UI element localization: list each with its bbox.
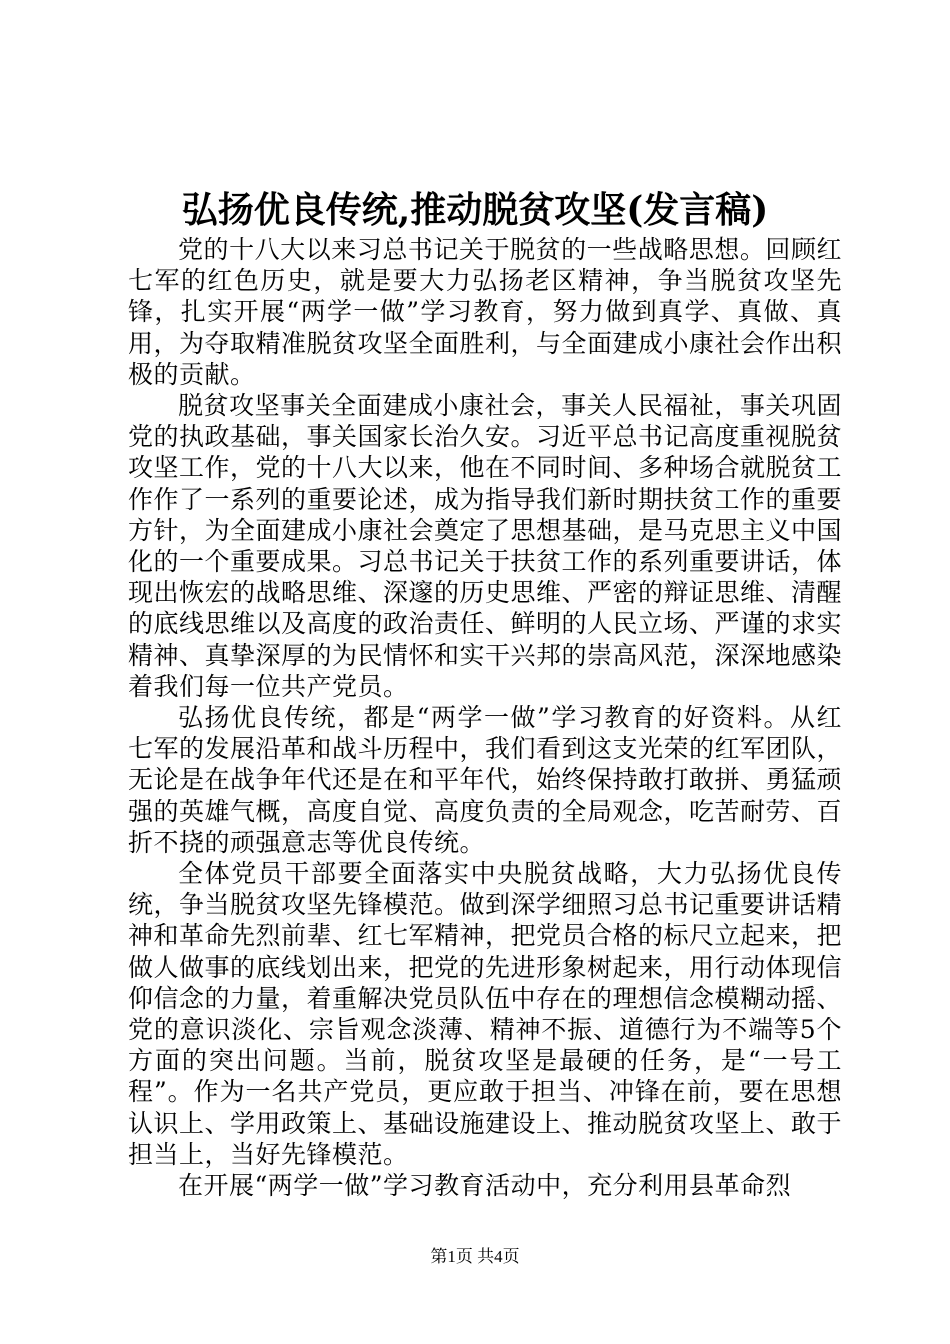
document-title: 弘扬优良传统,推动脱贫攻坚(发言稿) bbox=[181, 189, 769, 231]
paragraph-2: 脱贫攻坚事关全面建成小康社会，事关人民福祉，事关巩固党的执政基础，事关国家长治久安。习近平总书记高度重视脱贫攻坚工作，党的十八大以来，他在不同时间、多种场合就脱贫工作作了一系列的重要论述，成为指导我们新时期扶贫工作的重要方针，为全面建成小康社会奠定了思想基础，是马克思主义中国化的一个重要成果。习总书记关于扶贫工作的系列重要讲话，体现出恢宏的战略思维、深邃的历史思维、严密的辩证思维、清醒的底线思维以及高度的政治责任、鲜明的人民立场、严谨的求实精神、真挚深厚的为民情怀和实干兴邦的崇高风范，深深地感染着我们每一位共产党员。 bbox=[128, 391, 843, 701]
paragraph-1: 党的十八大以来习总书记关于脱贫的一些战略思想。回顾红七军的红色历史，就是要大力弘扬老区精神，争当脱贫攻坚先锋，扎实开展“两学一做”学习教育，努力做到真学、真做、真用，为夺取精准脱贫攻坚全面胜利，与全面建成小康社会作出积极的贡献。 bbox=[128, 235, 843, 389]
paragraph-4: 全体党员干部要全面落实中央脱贫战略，大力弘扬优良传统，争当脱贫攻坚先锋模范。做到深学细照习总书记重要讲话精神和革命先烈前辈、红七军精神，把党员合格的标尺立起来，把做人做事的底线划出来，把党的先进形象树起来，用行动体现信仰信念的力量，着重解决党员队伍中存在的理想信念模糊动摇、党的意识淡化、宗旨观念淡薄、精神不振、道德行为不端等5个方面的突出问题。当前，脱贫攻坚是最硬的任务，是“一号工程”。作为一名共产党员，更应敢于担当、冲锋在前，要在思想认识上、学用政策上、基础设施建设上、推动脱贫攻坚上、敢于担当上，当好先锋模范。 bbox=[128, 859, 843, 1169]
paragraph-3: 弘扬优良传统，都是“两学一做”学习教育的好资料。从红七军的发展沿革和战斗历程中，我们看到这支光荣的红军团队，无论是在战争年代还是在和平年代，始终保持敢打敢拼、勇猛顽强的英雄气概，高度自觉、高度负责的全局观念，吃苦耐劳、百折不挠的顽强意志等优良传统。 bbox=[128, 703, 843, 857]
page-number-footer: 第1页 共4页 bbox=[430, 1247, 520, 1266]
paragraph-5: 在开展“两学一做”学习教育活动中，充分利用县革命烈 bbox=[178, 1171, 792, 1201]
document-body bbox=[128, 234, 842, 1201]
